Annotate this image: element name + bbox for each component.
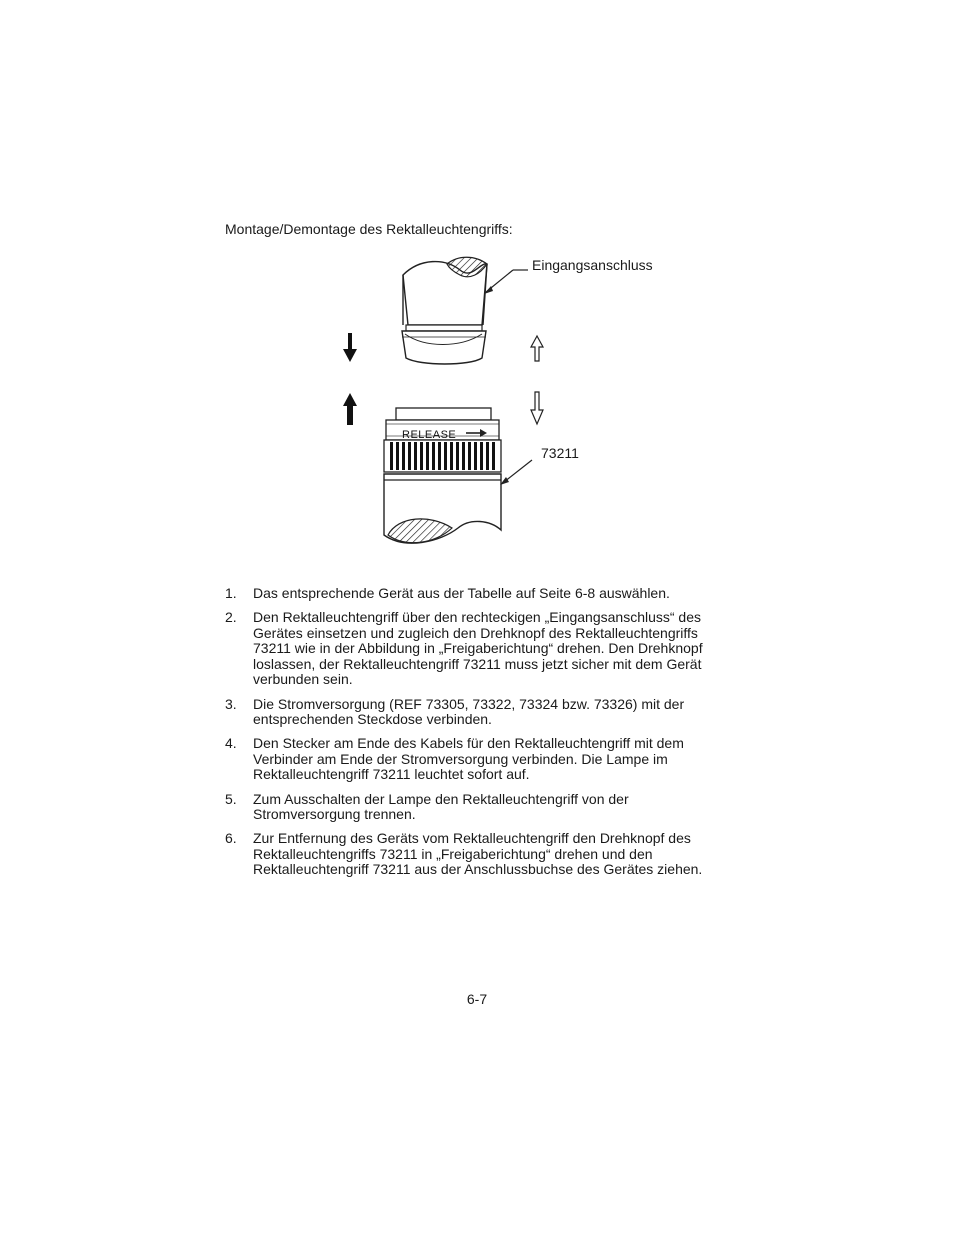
release-label: RELEASE	[402, 429, 457, 441]
step-number: 4.	[225, 735, 237, 752]
step-text: Die Stromversorgung (REF 73305, 73322, 73324 bzw. 73326) mit der entsprechenden Steckdose verbinden.	[253, 695, 685, 728]
step-number: 1.	[225, 585, 237, 601]
input-connector-label: Eingangsanschluss	[532, 257, 653, 273]
list-item	[225, 831, 735, 878]
device-connector	[402, 257, 487, 364]
step-number: 3.	[225, 695, 237, 712]
arrow-up-outline-icon	[531, 336, 543, 361]
step-number: 2.	[225, 609, 237, 626]
step-text: Das entsprechende Gerät aus der Tabelle auf Seite 6-8 auswählen.	[253, 585, 670, 601]
part-leader-line	[504, 460, 532, 482]
list-item	[225, 586, 735, 602]
part-number-label: 73211	[541, 445, 579, 461]
arrow-down-outline-icon	[531, 392, 543, 424]
assembly-figure	[330, 250, 690, 555]
arrow-down-solid-icon	[343, 333, 357, 362]
page-number: 6-7	[466, 991, 488, 1007]
step-text: Den Rektalleuchtengriff über den rechteckigen „Eingangsanschluss“ des Gerätes einsetzen und zugleich den Drehknopf des Rektalleuchtengriffs 73211 wie in der Abbildung in „Freigaberichtung“ drehen. Den Drehknopf loslassen, der Rektalleuchtengriff 73211 muss jetzt sicher mit dem Gerät verbunden sein.	[253, 609, 703, 688]
step-text: Den Stecker am Ende des Kabels für den Rektalleuchtengriff mit dem Verbinder am Ende der Stromversorgung verbinden. Die Lampe im Rektalleuchtengriff 73211 leuchtet sofort auf.	[253, 735, 684, 783]
list-item	[225, 792, 735, 823]
arrow-up-solid-icon	[343, 393, 357, 425]
list-item	[225, 610, 735, 688]
step-text: Zur Entfernung des Geräts vom Rektalleuchtengriff den Drehknopf des Rektalleuchtengriffs 73211 in „Freigaberichtung“ drehen und den Rektalleuchtengriff 73211 aus der Anschlussbuchse des Gerätes ziehen.	[253, 830, 703, 878]
list-item	[225, 736, 735, 783]
intro-heading: Montage/Demontage des Rektalleuchtengriffs:	[225, 221, 513, 237]
list-item	[225, 697, 735, 728]
instruction-list	[225, 586, 735, 887]
step-number: 5.	[225, 790, 237, 807]
step-number: 6.	[225, 830, 237, 847]
step-text: Zum Ausschalten der Lampe den Rektalleuchtengriff von der Stromversorgung trennen.	[253, 790, 629, 823]
assembly-diagram	[330, 250, 690, 555]
